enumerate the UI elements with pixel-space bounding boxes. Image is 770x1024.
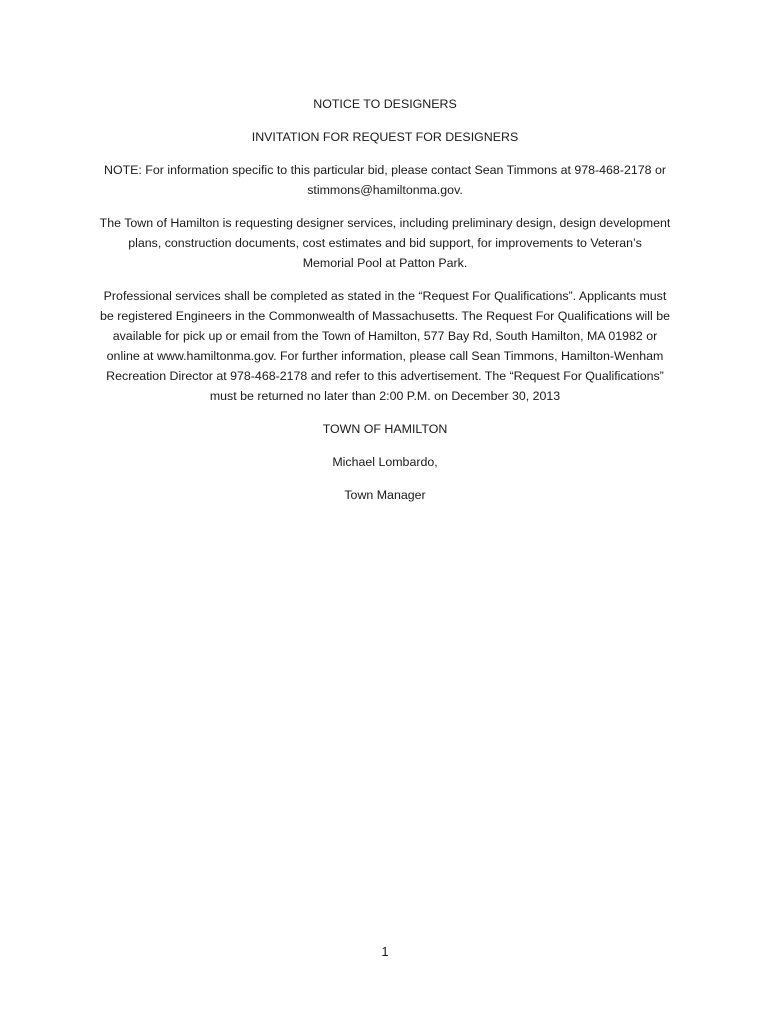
qualifications-line: online at www.hamiltonma.gov. For further information, please call Sean Timmons, Hamilton-Wenham <box>106 349 664 363</box>
qualifications-line: available for pick up or email from the Town of Hamilton, 577 Bay Rd, South Hamilton, MA 01982 or <box>112 329 658 343</box>
request-line: plans, construction documents, cost estimates and bid support, for improvements to Veteran’s <box>128 236 642 250</box>
qualifications-line: be registered Engineers in the Commonwealth of Massachusetts. The Request For Qualifications will be <box>99 309 671 323</box>
document-subtitle: INVITATION FOR REQUEST FOR DESIGNERS <box>251 130 519 144</box>
document-body <box>88 94 682 518</box>
signature-org: TOWN OF HAMILTON <box>322 422 448 436</box>
request-line: Memorial Pool at Patton Park. <box>302 256 468 270</box>
signature-name: Michael Lombardo, <box>332 455 438 469</box>
qualifications-line: Professional services shall be completed as stated in the “Request For Qualifications”. Applicants must <box>103 289 667 303</box>
signature-title: Town Manager <box>344 488 426 502</box>
page-number: 1 <box>381 944 389 959</box>
note-line: NOTE: For information specific to this particular bid, please contact Sean Timmons at 978-468-2178 or <box>104 163 666 177</box>
note-line: stimmons@hamiltonma.gov. <box>307 183 463 197</box>
note-paragraph <box>88 160 682 200</box>
qualifications-line: must be returned no later than 2:00 P.M. on December 30, 2013 <box>209 389 561 403</box>
document-title: NOTICE TO DESIGNERS <box>313 97 457 111</box>
request-line: The Town of Hamilton is requesting designer services, including preliminary design, design development <box>99 216 671 230</box>
request-paragraph <box>88 213 682 273</box>
qualifications-line: Recreation Director at 978-468-2178 and refer to this advertisement. The “Request For Qualifications” <box>106 369 664 383</box>
qualifications-paragraph <box>88 286 682 406</box>
